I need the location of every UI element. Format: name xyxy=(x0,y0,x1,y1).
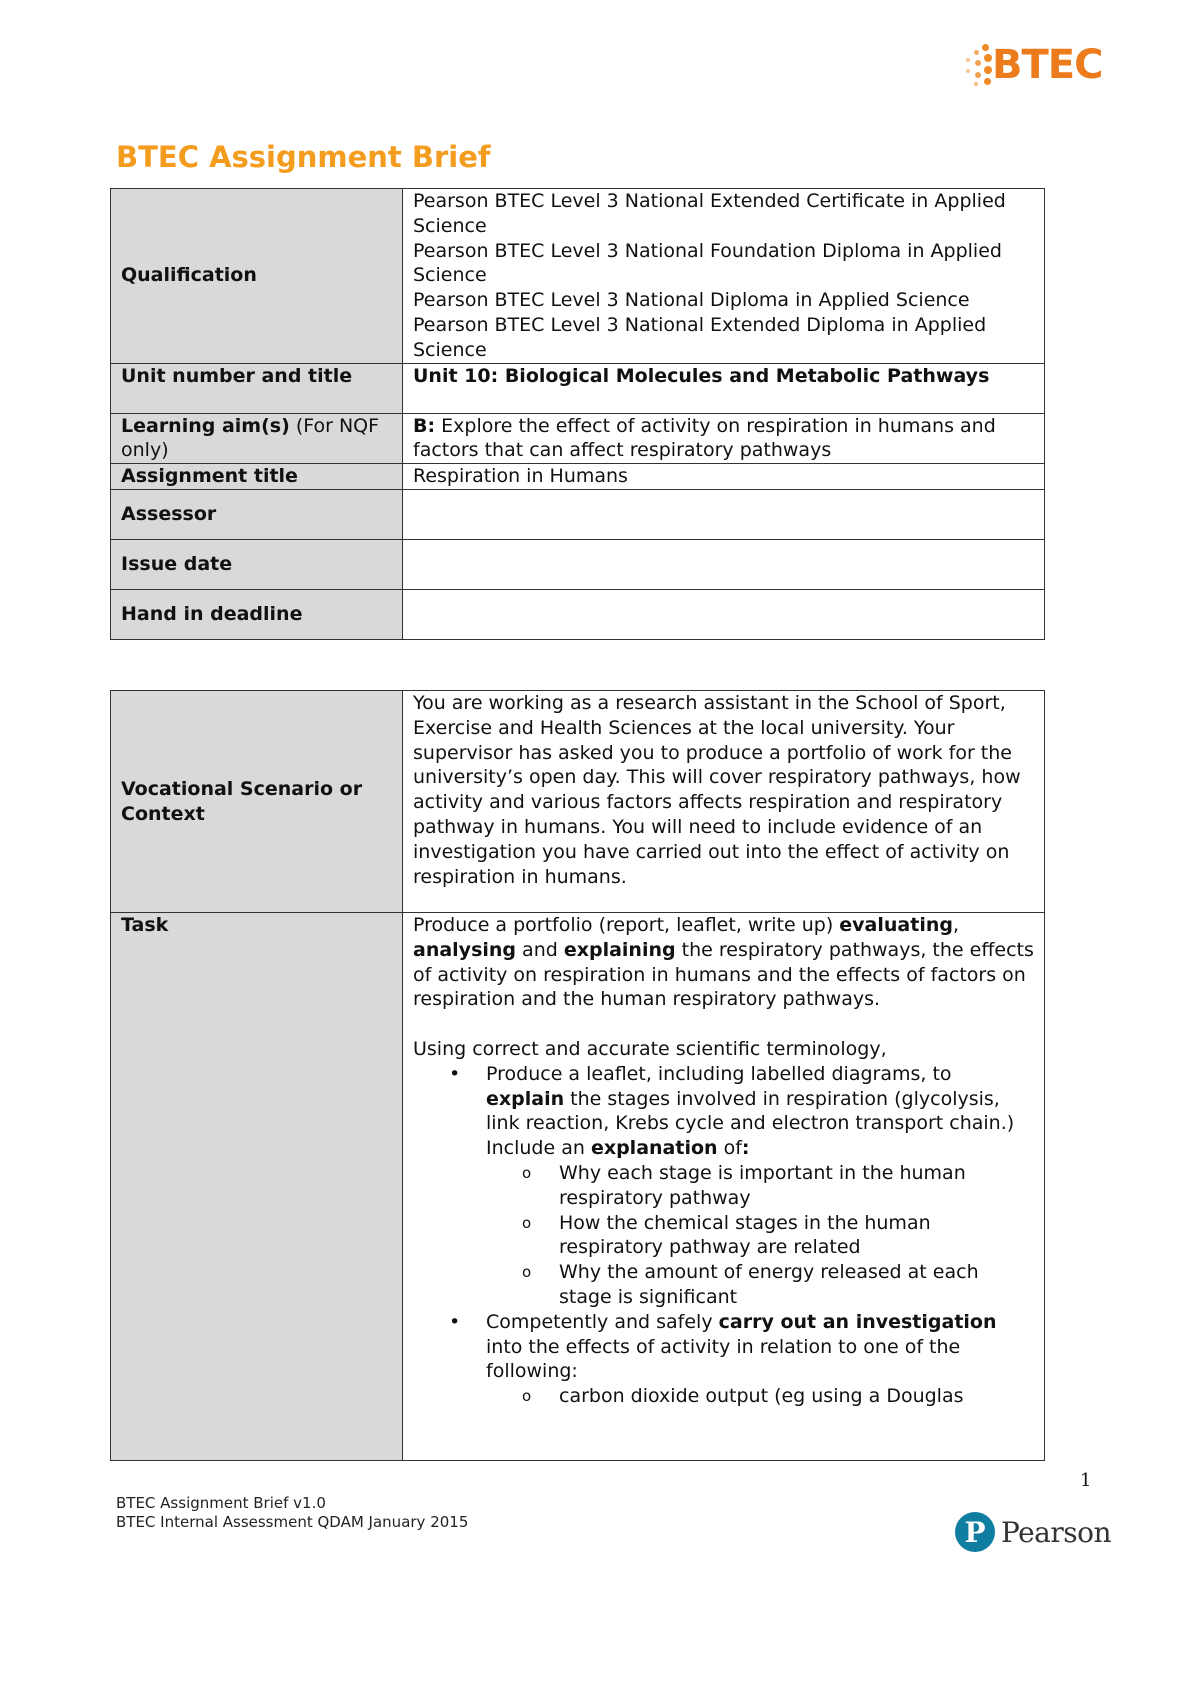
unit-label: Unit number and title xyxy=(111,363,403,413)
learning-aim-row xyxy=(111,413,1045,464)
footer-line-qdam: BTEC Internal Assessment QDAM January 2015 xyxy=(116,1513,469,1531)
text: the respiratory pathways, the effects of activity on respiration in humans and the effects of factors on respiration and the human respiratory pathways. xyxy=(413,938,1034,1011)
task-content xyxy=(403,913,1045,1461)
learning-aim-label-text: Learning aim(s) xyxy=(121,414,290,437)
pearson-p-icon: P xyxy=(955,1512,995,1552)
btec-logo-text: BTEC xyxy=(992,42,1103,88)
btec-dots-icon xyxy=(960,42,992,88)
keyword: explanation xyxy=(590,1137,718,1160)
text: Include an xyxy=(486,1137,591,1160)
keyword: evaluating xyxy=(839,914,953,936)
text: , xyxy=(952,914,960,936)
assignment-details-table xyxy=(110,188,1045,640)
unit-value: Unit 10: Biological Molecules and Metabolic Pathways xyxy=(403,363,1045,413)
unit-row xyxy=(111,363,1045,413)
task-bullet-investigation xyxy=(413,1310,1034,1409)
investigation-sub-list xyxy=(486,1384,1034,1409)
assignment-title-label: Assignment title xyxy=(111,464,403,490)
issue-date-row xyxy=(111,539,1045,589)
scenario-row xyxy=(111,691,1045,913)
learning-aim-prefix: B: xyxy=(413,414,436,437)
explanation-sub-list xyxy=(486,1161,1034,1310)
text: and xyxy=(516,938,564,961)
sub-item: o Why the amount of energy released at each stage is significant xyxy=(486,1260,1034,1310)
text: of xyxy=(717,1137,742,1160)
qualification-label: Qualification xyxy=(111,189,403,364)
task-bullets xyxy=(413,1062,1034,1409)
page-number: 1 xyxy=(1080,1470,1092,1491)
btec-logo xyxy=(960,40,1120,90)
issue-date-label: Issue date xyxy=(111,539,403,589)
qualification-line: Pearson BTEC Level 3 National Foundation Diploma in Applied Science xyxy=(413,239,1002,287)
issue-date-value[interactable] xyxy=(403,539,1045,589)
text: Produce a portfolio (report, leaflet, write up) xyxy=(413,914,840,936)
learning-aim-label xyxy=(111,413,403,464)
qualification-line: Pearson BTEC Level 3 National Diploma in Applied Science xyxy=(413,289,970,312)
assignment-title-value: Respiration in Humans xyxy=(403,464,1045,490)
assessor-row xyxy=(111,489,1045,539)
scenario-label: Vocational Scenario or Context xyxy=(111,691,403,913)
page-title: BTEC Assignment Brief xyxy=(116,140,491,174)
pearson-logo xyxy=(955,1512,1111,1552)
task-bullet-leaflet xyxy=(413,1062,1034,1310)
spacer xyxy=(413,1012,1034,1037)
task-intro xyxy=(413,913,1034,1012)
task-terminology: Using correct and accurate scientific terminology, xyxy=(413,1037,887,1060)
scenario-text: You are working as a research assistant in the School of Sport, Exercise and Health Sciences at the local university. Your supervisor has asked you to produce a portfolio of work for the university’s open day. This will cover respiratory pathways, how activity and various factors affects respiration and respiratory pathway in humans. You will need to include evidence of an investigation you have carried out into the effect of activity on respiration in humans. xyxy=(403,691,1045,913)
footer-line-version: BTEC Assignment Brief v1.0 xyxy=(116,1494,326,1512)
text: the stages involved in respiration (glycolysis, link reaction, Krebs cycle and electron transport chain.) xyxy=(486,1087,1015,1135)
deadline-row xyxy=(111,589,1045,639)
footer xyxy=(116,1494,468,1532)
sub-item: o carbon dioxide output (eg using a Douglas xyxy=(486,1384,1034,1409)
pearson-logo-text: Pearson xyxy=(1001,1515,1111,1549)
keyword: : xyxy=(741,1137,750,1160)
qualification-value xyxy=(403,189,1045,364)
assessor-value[interactable] xyxy=(403,489,1045,539)
keyword: explain xyxy=(486,1087,565,1110)
sub-item: o Why each stage is important in the human respiratory pathway xyxy=(486,1161,1034,1211)
learning-aim-note: (For NQF only) xyxy=(121,414,380,462)
assignment-title-row xyxy=(111,464,1045,490)
learning-aim-text: Explore the effect of activity on respiration in humans and factors that can affect respiratory pathways xyxy=(413,414,996,462)
deadline-label: Hand in deadline xyxy=(111,589,403,639)
task-label: Task xyxy=(111,913,403,1461)
text: into the effects of activity in relation to one of the following: xyxy=(486,1335,961,1383)
keyword: carry out an investigation xyxy=(718,1310,997,1333)
learning-aim-value xyxy=(403,413,1045,464)
assessor-label: Assessor xyxy=(111,489,403,539)
keyword: explaining xyxy=(563,938,676,961)
deadline-value[interactable] xyxy=(403,589,1045,639)
text: Competently and safely xyxy=(486,1310,719,1333)
qualification-line: Pearson BTEC Level 3 National Extended Diploma in Applied Science xyxy=(413,313,987,361)
keyword: analysing xyxy=(413,938,517,961)
qualification-line: Pearson BTEC Level 3 National Extended Certificate in Applied Science xyxy=(413,190,1006,237)
sub-item: o How the chemical stages in the human respiratory pathway are related xyxy=(486,1211,1034,1261)
text: Produce a leaflet, including labelled diagrams, to xyxy=(486,1062,952,1085)
qualification-row xyxy=(111,189,1045,364)
include-line xyxy=(486,1136,1034,1161)
scenario-task-table xyxy=(110,690,1045,1461)
task-row xyxy=(111,913,1045,1461)
